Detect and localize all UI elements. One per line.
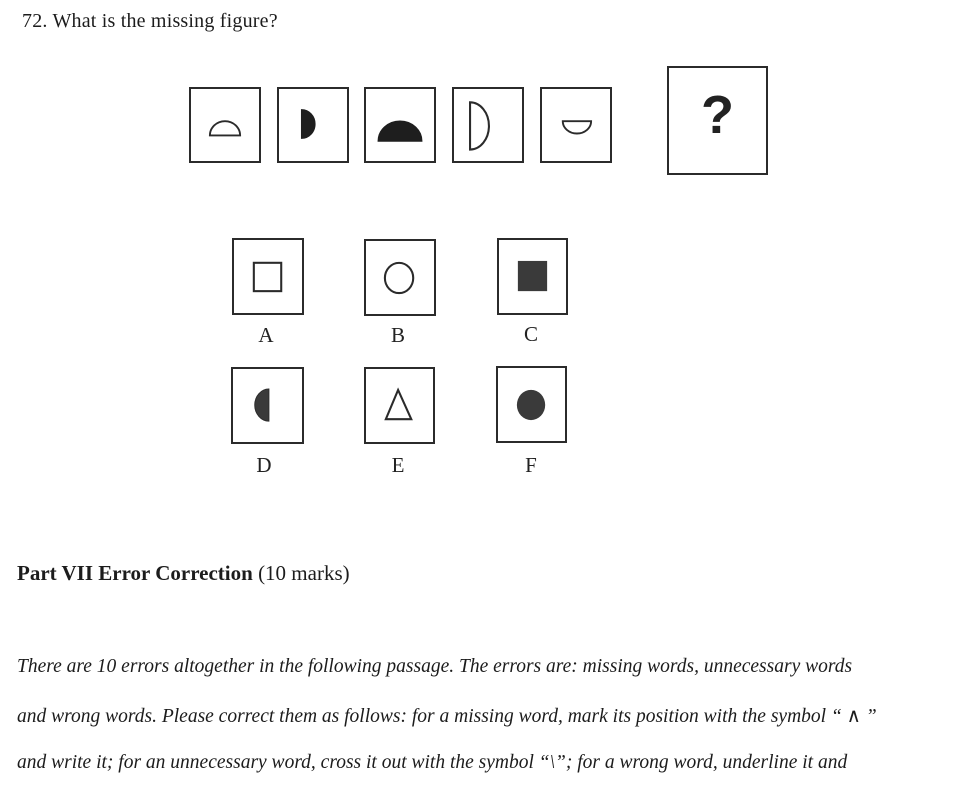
option-e-box[interactable]	[364, 367, 435, 444]
option-a-label: A	[258, 323, 274, 347]
sequence-figure-4	[452, 87, 524, 163]
large-semicircle-solid-icon	[366, 89, 434, 161]
semicircle-down-outline-icon	[542, 89, 610, 161]
square-outline-icon	[234, 240, 302, 313]
missing-figure-box	[667, 66, 768, 175]
sequence-figure-5	[540, 87, 612, 163]
semicircle-solid-icon	[279, 89, 347, 161]
question-number: 72.	[22, 10, 48, 32]
option-b-label: B	[390, 323, 405, 347]
option-c-box[interactable]	[497, 238, 568, 315]
large-semicircle-outline-icon	[454, 89, 522, 161]
square-solid-icon	[499, 240, 566, 313]
question-text: What is the missing figure?	[52, 10, 278, 32]
sequence-figure-1	[189, 87, 261, 163]
option-b-box[interactable]	[364, 239, 436, 316]
option-e-label: E	[391, 453, 405, 477]
part-title	[17, 561, 350, 586]
part-title-marks: (10 marks)	[258, 561, 350, 585]
semicircle-left-solid-icon	[233, 369, 302, 442]
option-f-box[interactable]	[496, 366, 567, 443]
option-d-box[interactable]	[231, 367, 304, 444]
semicircle-outline-icon	[191, 89, 259, 161]
option-d-label: D	[256, 453, 272, 477]
instruction-line-2: and wrong words. Please correct them as follows: for a missing word, mark its position with the symbol “ ∧ ”	[17, 706, 877, 727]
sequence-figure-3	[364, 87, 436, 163]
question-heading	[22, 10, 278, 33]
part-title-bold: Part VII Error Correction	[17, 561, 253, 585]
circle-outline-icon	[366, 241, 434, 314]
option-c-label: C	[523, 322, 538, 346]
option-a-box[interactable]	[232, 238, 304, 315]
circle-solid-icon	[498, 368, 565, 441]
triangle-outline-icon	[366, 369, 433, 442]
instruction-line-1: There are 10 errors altogether in the following passage. The errors are: missing words, unnecessary words	[17, 656, 853, 677]
option-f-label: F	[525, 453, 537, 477]
instruction-line-3: and write it; for an unnecessary word, cross it out with the symbol “\”; for a wrong word, underline it and	[17, 752, 848, 773]
question-mark: ?	[701, 85, 734, 145]
sequence-figure-2	[277, 87, 349, 163]
